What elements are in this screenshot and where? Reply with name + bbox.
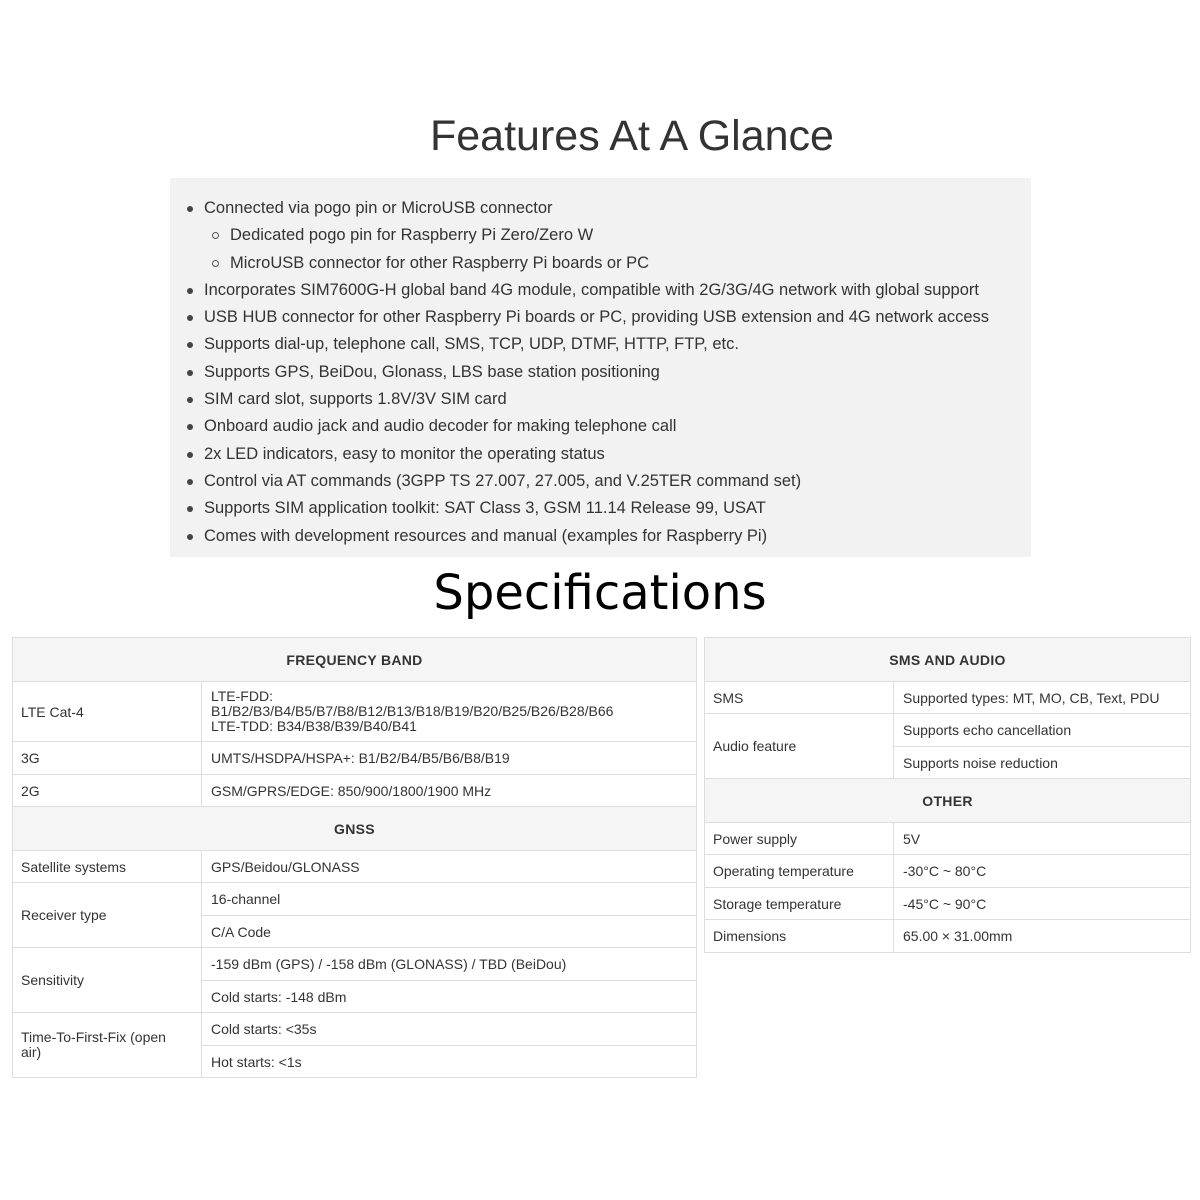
spec-value: Supported types: MT, MO, CB, Text, PDU — [894, 682, 1191, 714]
spec-key: Receiver type — [13, 883, 202, 948]
spec-key: LTE Cat-4 — [13, 682, 202, 742]
table-row — [705, 920, 1191, 953]
disc-bullet-icon — [187, 452, 193, 458]
feature-subitem — [170, 222, 1031, 249]
feature-item — [170, 359, 1031, 386]
feature-text: Supports dial-up, telephone call, SMS, TCP, UDP, DTMF, HTTP, FTP, etc. — [204, 335, 739, 354]
specifications-title: Specifications — [433, 565, 767, 621]
spec-key-line: Time-To-First-Fix (open — [21, 1029, 166, 1045]
table-row — [13, 851, 697, 883]
table-row — [13, 742, 697, 775]
spec-value: GSM/GPRS/EDGE: 850/900/1800/1900 MHz — [202, 775, 697, 807]
spec-table-right — [704, 637, 1191, 953]
table-row — [705, 823, 1191, 855]
feature-item — [170, 413, 1031, 440]
circle-bullet-icon — [212, 232, 219, 239]
disc-bullet-icon — [187, 342, 193, 348]
spec-value: Supports noise reduction — [894, 747, 1191, 779]
table-row — [13, 682, 697, 742]
feature-text: Control via AT commands (3GPP TS 27.007, 27.005, and V.25TER command set) — [204, 471, 802, 490]
feature-text: Incorporates SIM7600G-H global band 4G module, compatible with 2G/3G/4G network with global support — [204, 280, 979, 299]
spec-key: 2G — [13, 775, 202, 807]
spec-key: Operating temperature — [705, 855, 894, 888]
section-header-row — [705, 779, 1191, 823]
section-header-sms-audio: SMS AND AUDIO — [705, 638, 1191, 682]
spec-value: -45°C ~ 90°C — [894, 888, 1191, 920]
spec-key: Audio feature — [705, 714, 894, 779]
feature-item — [170, 495, 1031, 522]
feature-text: USB HUB connector for other Raspberry Pi boards or PC, providing USB extension and 4G network access — [204, 308, 990, 327]
feature-item — [170, 468, 1031, 495]
disc-bullet-icon — [187, 370, 193, 376]
feature-text: SIM card slot, supports 1.8V/3V SIM card — [204, 390, 507, 409]
feature-text: Comes with development resources and manual (examples for Raspberry Pi) — [204, 526, 768, 545]
disc-bullet-icon — [187, 534, 193, 540]
disc-bullet-icon — [187, 206, 193, 212]
spec-value: 16-channel — [202, 883, 697, 916]
disc-bullet-icon — [187, 506, 193, 512]
feature-item — [170, 441, 1031, 468]
spec-value: -30°C ~ 80°C — [894, 855, 1191, 888]
table-row — [705, 714, 1191, 747]
table-row — [13, 948, 697, 981]
spec-key: Satellite systems — [13, 851, 202, 883]
disc-bullet-icon — [187, 288, 193, 294]
spec-value-line: LTE-TDD: B34/B38/B39/B40/B41 — [211, 718, 417, 734]
spec-value: 65.00 × 31.00mm — [894, 920, 1191, 953]
spec-value: UMTS/HSDPA/HSPA+: B1/B2/B4/B5/B6/B8/B19 — [202, 742, 697, 775]
spec-value: GPS/Beidou/GLONASS — [202, 851, 697, 883]
features-list — [170, 178, 1031, 550]
spec-key: Dimensions — [705, 920, 894, 953]
spec-key — [13, 1013, 202, 1078]
feature-text: MicroUSB connector for other Raspberry Pi boards or PC — [230, 253, 650, 272]
section-header-other: OTHER — [705, 779, 1191, 823]
table-row — [13, 775, 697, 807]
table-row — [705, 888, 1191, 920]
spec-table-left — [12, 637, 697, 1078]
spec-value: Cold starts: -148 dBm — [202, 981, 697, 1013]
spec-value-line: B1/B2/B3/B4/B5/B7/B8/B12/B13/B18/B19/B20/B25/B26/B28/B66 — [211, 703, 614, 719]
spec-key: Power supply — [705, 823, 894, 855]
feature-item — [170, 386, 1031, 413]
spec-key: SMS — [705, 682, 894, 714]
section-header-row — [13, 638, 697, 682]
feature-item — [170, 331, 1031, 358]
disc-bullet-icon — [187, 315, 193, 321]
feature-item — [170, 523, 1031, 550]
circle-bullet-icon — [212, 260, 219, 267]
section-header-gnss: GNSS — [13, 807, 697, 851]
feature-text: Onboard audio jack and audio decoder for making telephone call — [204, 417, 677, 436]
spec-value: -159 dBm (GPS) / -158 dBm (GLONASS) / TBD (BeiDou) — [202, 948, 697, 981]
spec-key-line: air) — [21, 1044, 42, 1060]
feature-text: Connected via pogo pin or MicroUSB connector — [204, 199, 553, 217]
features-panel — [170, 178, 1031, 557]
feature-subitem — [170, 250, 1031, 277]
table-row — [13, 883, 697, 916]
table-row — [705, 682, 1191, 714]
feature-item — [170, 277, 1031, 304]
spec-value: Supports echo cancellation — [894, 714, 1191, 747]
spec-key: 3G — [13, 742, 202, 775]
spec-key: Sensitivity — [13, 948, 202, 1013]
features-title: Features At A Glance — [430, 112, 834, 160]
disc-bullet-icon — [187, 397, 193, 403]
feature-text: Supports SIM application toolkit: SAT Class 3, GSM 11.14 Release 99, USAT — [204, 499, 766, 518]
table-row — [13, 1013, 697, 1046]
spec-value: Cold starts: <35s — [202, 1013, 697, 1046]
spec-value: C/A Code — [202, 916, 697, 948]
spec-value: 5V — [894, 823, 1191, 855]
spec-value — [202, 682, 697, 742]
spec-key: Storage temperature — [705, 888, 894, 920]
feature-text: Dedicated pogo pin for Raspberry Pi Zero/Zero W — [230, 226, 594, 245]
disc-bullet-icon — [187, 424, 193, 430]
table-row — [705, 855, 1191, 888]
spec-value-line: LTE-FDD: — [211, 688, 273, 704]
section-header-frequency-band: FREQUENCY BAND — [13, 638, 697, 682]
section-header-row — [705, 638, 1191, 682]
section-header-row — [13, 807, 697, 851]
feature-item — [170, 304, 1031, 331]
spec-value: Hot starts: <1s — [202, 1046, 697, 1078]
feature-text: 2x LED indicators, easy to monitor the operating status — [204, 444, 605, 463]
feature-text: Supports GPS, BeiDou, Glonass, LBS base station positioning — [204, 362, 660, 381]
disc-bullet-icon — [187, 479, 193, 485]
feature-item — [170, 195, 1031, 222]
